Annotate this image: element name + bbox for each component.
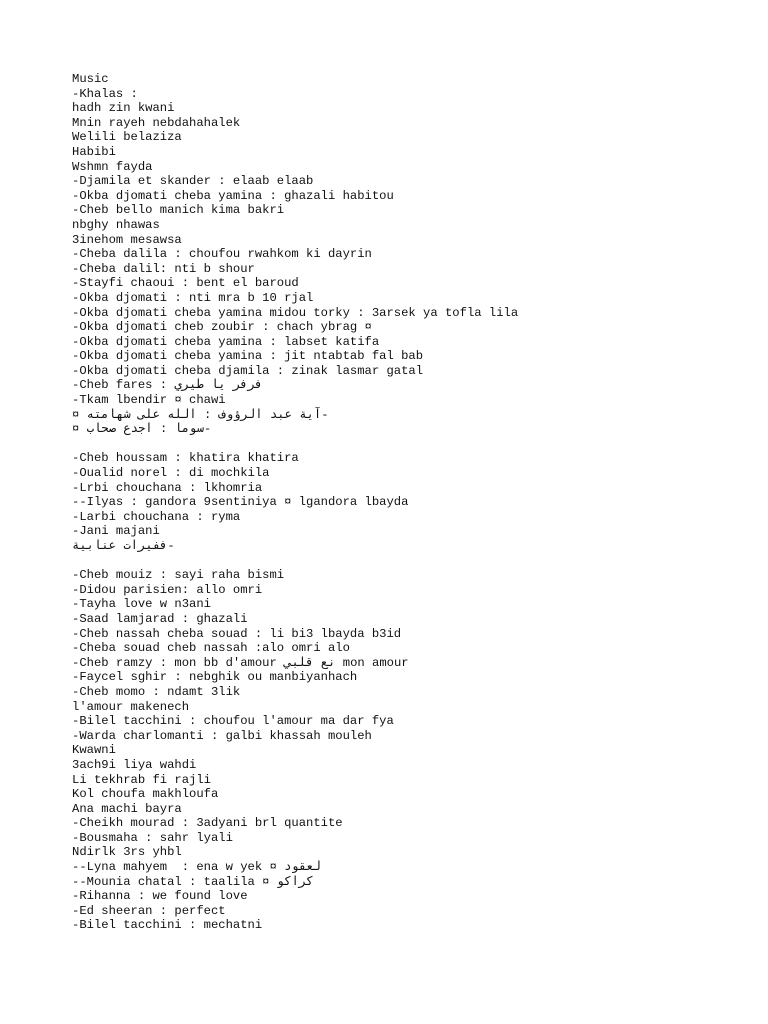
text-line: -Okba djomati cheba yamina : jit ntabtab fal bab <box>72 349 424 364</box>
text-line: Habibi <box>72 144 116 159</box>
text-line: Wshmn fayda <box>72 159 153 174</box>
text-line: -Bilel tacchini : choufou l'amour ma dar fya <box>72 714 394 729</box>
text-line: Kwawni <box>72 743 116 758</box>
text-line: -Khalas : <box>72 86 138 101</box>
text-line: -Okba djomati cheba yamina : ghazali habitou <box>72 188 394 203</box>
text-line: Kol choufa makhloufa <box>72 787 219 802</box>
text-line: -Okba djomati cheba djamila : zinak lasmar gatal <box>72 363 424 378</box>
text-line: -Oualid norel : di mochkila <box>72 466 270 481</box>
text-line: -Cheba souad cheb nassah :alo omri alo <box>72 641 350 656</box>
text-line: -Lrbi chouchana : lkhomria <box>72 480 263 495</box>
text-line: Music <box>72 72 109 86</box>
text-line: -سوما : اجدع صحاب ¤ <box>72 422 212 437</box>
text-line: l'amour makenech <box>72 699 190 714</box>
text-line: 3ach9i liya wahdi <box>72 757 197 772</box>
text-line: -Cheb mouiz : sayi raha bismi <box>72 568 285 583</box>
text-line: -Cheba dalila : choufou rwahkom ki dayrin <box>72 247 372 262</box>
text-line: -Cheb momo : ndamt 3lik <box>72 684 241 699</box>
text-line: Ana machi bayra <box>72 801 182 816</box>
text-line: -Faycel sghir : nebghik ou manbiyanhach <box>72 670 358 685</box>
text-line: -Tkam lbendir ¤ chawi <box>72 393 226 408</box>
text-line: Mnin rayeh nebdahahalek <box>72 115 241 130</box>
text-line: -Cheba dalil: nti b shour <box>72 261 255 276</box>
text-line: hadh zin kwani <box>72 101 175 116</box>
text-line: -Okba djomati cheba yamina : labset katifa <box>72 334 380 349</box>
text-line: -Warda charlomanti : galbi khassah mouleh <box>72 728 372 743</box>
text-line: -Larbi chouchana : ryma <box>72 509 241 524</box>
text-line: -Okba djomati cheb zoubir : chach ybrag ¤ <box>72 320 372 335</box>
text-line: -Stayfi chaoui : bent el baroud <box>72 276 299 291</box>
text-line: -Ed sheeran : perfect <box>72 903 226 918</box>
text-line: -Cheb fares : فرفر يا طيري <box>72 378 263 393</box>
text-line: -Bousmaha : sahr lyali <box>72 830 233 845</box>
text-line: Welili belaziza <box>72 130 182 145</box>
text-line: -Okba djomati : nti mra b 10 rjal <box>72 290 314 305</box>
text-line: -Cheb ramzy : mon bb d'amour نع قلبي mon amour <box>72 655 409 670</box>
text-line: -Okba djomati cheba yamina midou torky : 3arsek ya tofla lila <box>72 305 519 320</box>
text-line: -آية عبد الرؤوف : الله على شهامته ¤ <box>72 407 329 422</box>
text-line: Ndirlk 3rs yhbl <box>72 845 182 860</box>
text-line: -Saad lamjarad : ghazali <box>72 611 248 626</box>
text-line: -Didou parisien: allo omri <box>72 582 263 597</box>
text-line: -Djamila et skander : elaab elaab <box>72 174 314 189</box>
text-line: -Cheb houssam : khatira khatira <box>72 451 299 466</box>
blank-line <box>72 554 732 569</box>
text-line: 3inehom mesawsa <box>72 232 182 247</box>
text-line: nbghy nhawas <box>72 217 160 232</box>
text-line: -Rihanna : we found love <box>72 889 248 904</box>
blank-line <box>72 437 732 452</box>
text-line: -Bilel tacchini : mechatni <box>72 918 263 933</box>
text-line: --Lyna mahyem : ena w yek ¤ لعقود <box>72 860 321 875</box>
text-line: -Cheb bello manich kima bakri <box>72 203 285 218</box>
text-line: --Ilyas : gandora 9sentiniya ¤ lgandora lbayda <box>72 495 409 510</box>
text-line: -ففيرات عنابية <box>72 539 175 553</box>
text-line: -Cheb nassah cheba souad : li bi3 lbayda b3id <box>72 626 402 641</box>
text-line: --Mounia chatal : taalila ¤ كراكو <box>72 874 314 889</box>
text-line: -Tayha love w n3ani <box>72 597 211 612</box>
text-line: Li tekhrab fi rajli <box>72 772 211 787</box>
text-line: -Jani majani <box>72 524 160 539</box>
text-line: -Cheikh mourad : 3adyani brl quantite <box>72 816 343 831</box>
document-page <box>72 72 732 933</box>
